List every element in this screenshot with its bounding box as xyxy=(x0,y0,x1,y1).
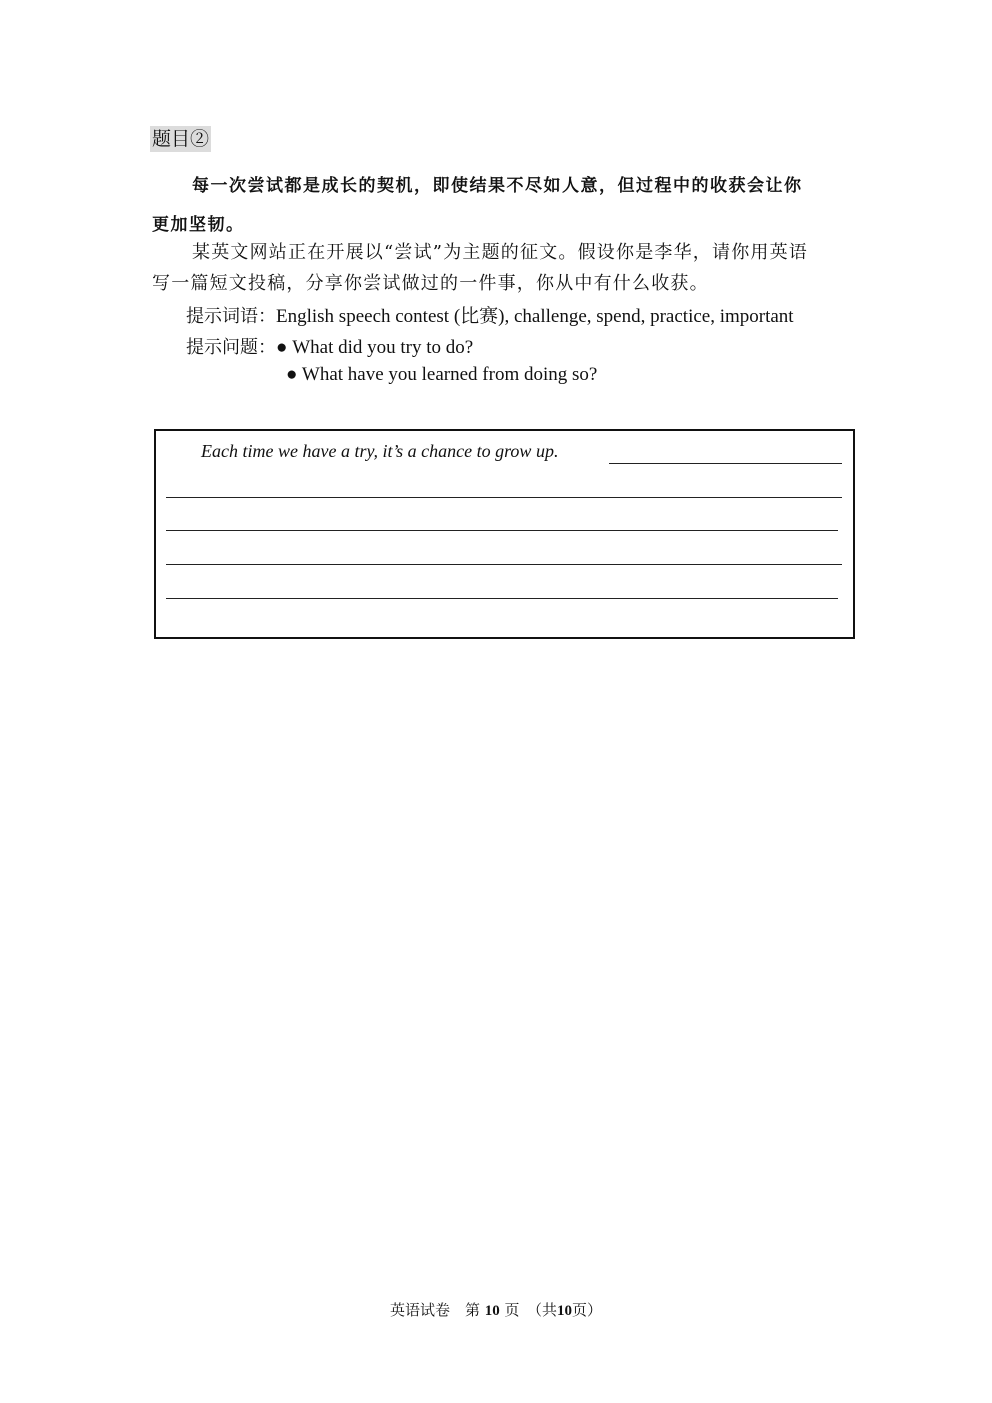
footer-suffix: 页） xyxy=(572,1301,603,1319)
hint-words-label: 提示词语： xyxy=(186,306,276,327)
answer-line[interactable] xyxy=(166,564,842,565)
hint-questions xyxy=(186,333,473,359)
footer-page-number: 10 xyxy=(484,1303,500,1319)
hint-questions-label: 提示问题： xyxy=(186,337,276,358)
hint-question-1: ● What did you try to do? xyxy=(276,337,474,358)
answer-line[interactable] xyxy=(166,598,838,599)
task-line-1: 某英文网站正在开展以“尝试”为主题的征文。假设你是李华，请你用英语 xyxy=(192,242,809,263)
question-heading: 题目② xyxy=(152,128,210,150)
answer-line[interactable] xyxy=(166,530,838,531)
answer-starter: Each time we have a try, it’s a chance to grow up. xyxy=(201,441,559,461)
answer-line[interactable] xyxy=(166,497,842,498)
task-line-2: 写一篇短文投稿，分享你尝试做过的一件事，你从中有什么收获。 xyxy=(152,273,709,294)
footer-prefix: 英语试卷 第 xyxy=(389,1301,480,1319)
footer-total-pages: 10 xyxy=(557,1303,573,1319)
quote-line-1: 每一次尝试都是成长的契机，即使结果不尽如人意，但过程中的收获会让你 xyxy=(192,176,803,196)
answer-line[interactable] xyxy=(609,463,842,464)
hint-question-2: ● What have you learned from doing so? xyxy=(286,364,598,385)
page-footer xyxy=(0,1299,992,1320)
footer-middle: 页 （共 xyxy=(504,1301,558,1319)
hint-words-text: English speech contest (比赛), challenge, spend, practice, important xyxy=(276,306,794,327)
quote-line-2: 更加坚韧。 xyxy=(152,215,245,235)
hint-words xyxy=(186,301,794,328)
